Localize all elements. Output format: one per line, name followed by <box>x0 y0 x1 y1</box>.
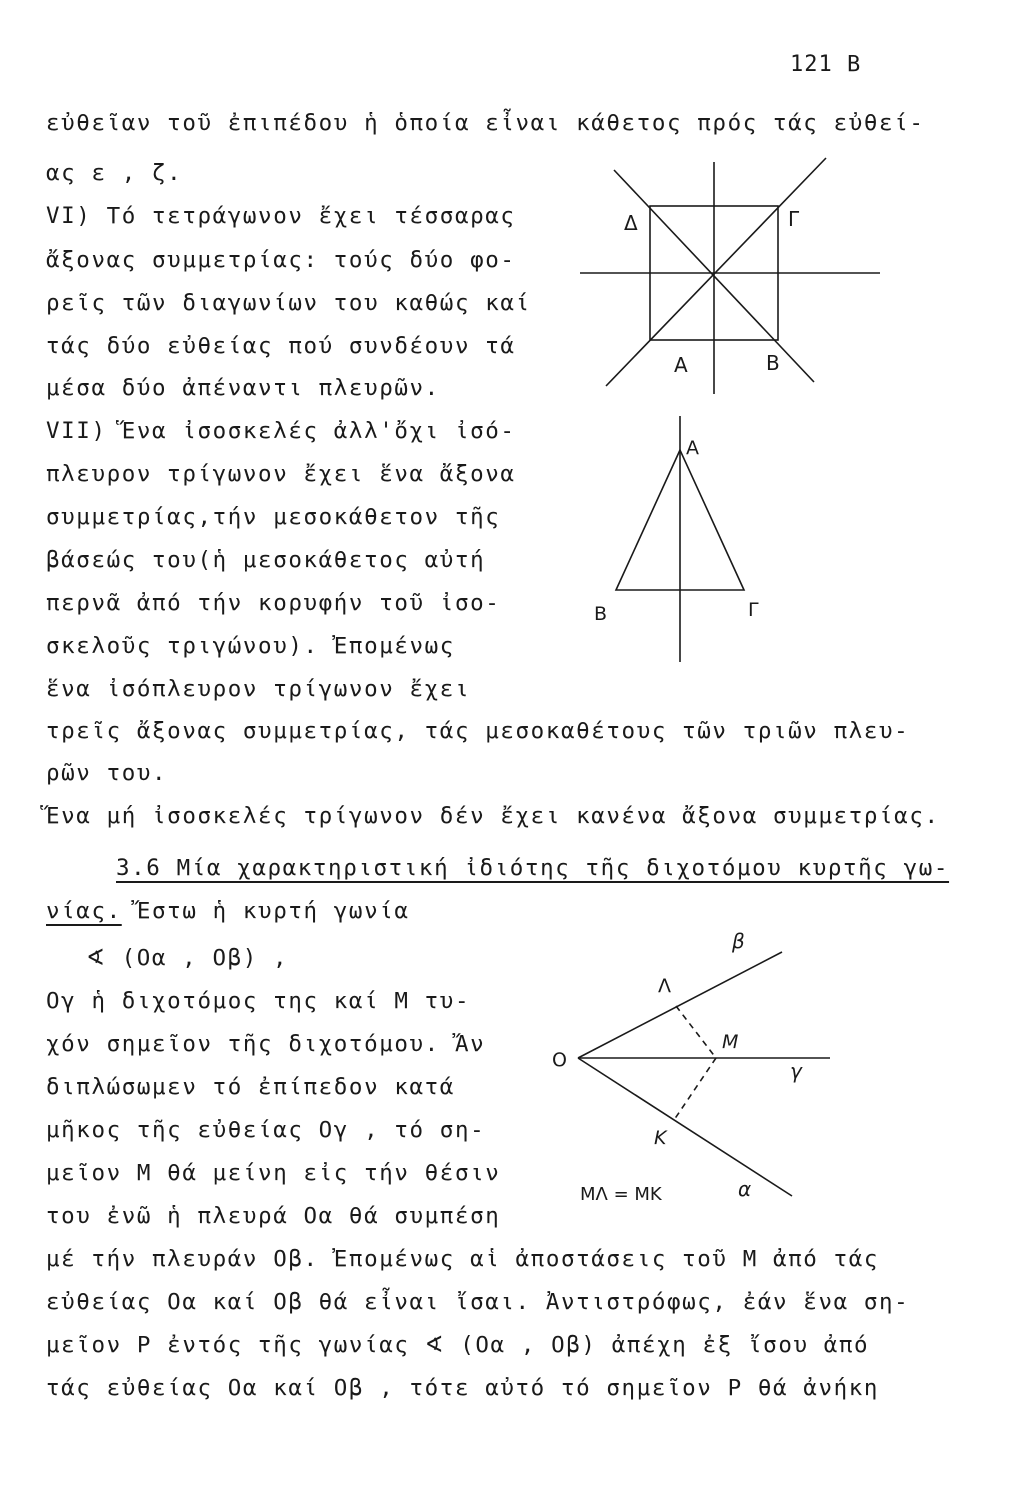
angle-expression: ∢ (Οα , Οβ) , <box>86 945 289 971</box>
text-line: χόν σημεῖον τῆς διχοτόμου. Ἄν <box>46 1031 486 1057</box>
heading-tail: νίας. <box>46 898 122 924</box>
vertex-label: Γ <box>788 207 800 231</box>
text-line: VII) Ἕνα ἰσοσκελές ἀλλ'ὄχι ἰσό- <box>46 418 516 444</box>
ray-label: α <box>738 1177 752 1201</box>
text-line-start <box>46 898 410 924</box>
perpendicular <box>676 1006 716 1058</box>
section-heading: 3.6 Μία χαρακτηριστική ἰδιότης τῆς διχοτόμου κυρτῆς γω- <box>116 855 950 881</box>
text-line: βάσεώς του(ἡ μεσοκάθετος αὐτή <box>46 547 486 573</box>
text-line: περνᾶ ἀπό τήν κορυφήν τοῦ ἰσο- <box>46 590 501 616</box>
vertex-label: Δ <box>624 211 638 235</box>
text-line: ρεῖς τῶν διαγωνίων του καθώς καί <box>46 290 531 316</box>
text-line: τρεῖς ἄξονας συμμετρίας, τάς μεσοκαθέτους τῶν τριῶν πλευ- <box>46 718 910 744</box>
vertex-label: Α <box>686 437 699 459</box>
text-line: μεῖον Ρ ἐντός τῆς γωνίας ∢ (Οα , Οβ) ἀπέχη ἐξ ἴσου ἀπό <box>46 1332 870 1358</box>
text-line: διπλώσωμεν τό ἐπίπεδον κατά <box>46 1074 455 1100</box>
page-number: 121 Β <box>790 52 862 77</box>
text-line: τάς εὐθείας Οα καί Οβ , τότε αὐτό τό σημεῖον Ρ θά ἀνήκη <box>46 1375 880 1401</box>
vertex-label: Β <box>594 603 608 625</box>
point-label: Κ <box>654 1127 667 1149</box>
text-line: ἕνα ἰσόπλευρον τρίγωνον ἔχει <box>46 676 471 702</box>
text-line: ρῶν του. <box>46 760 168 786</box>
point-label: Ο <box>552 1049 567 1071</box>
ray-alpha <box>578 1058 792 1196</box>
text-line: τάς δύο εὐθείας πού συνδέουν τά <box>46 333 516 359</box>
square-figure <box>570 150 890 410</box>
text-line: πλευρον τρίγωνον ἔχει ἕνα ἄξονα <box>46 461 516 487</box>
ray-label: γ <box>790 1059 802 1083</box>
text-line: VI) Τό τετράγωνον ἔχει τέσσαρας <box>46 203 516 229</box>
vertex-label: Α <box>674 353 688 377</box>
ray-beta <box>578 952 782 1058</box>
perpendicular <box>674 1058 716 1120</box>
text-line: συμμετρίας,τήν μεσοκάθετον τῆς <box>46 504 501 530</box>
text-line: εὐθείας Οα καί Οβ θά εἶναι ἴσαι. Ἀντιστρόφως, ἐάν ἕνα ση- <box>46 1289 910 1315</box>
text-line: σκελοῦς τριγώνου). Ἐπομένως <box>46 633 455 659</box>
text-line: ἄξονας συμμετρίας: τούς δύο φο- <box>46 247 516 273</box>
triangle-figure <box>580 410 780 670</box>
point-label: Λ <box>658 975 671 997</box>
vertex-label: Β <box>766 351 780 375</box>
vertex-label: Γ <box>748 599 759 621</box>
ray-label: β <box>732 929 745 953</box>
text-line: εὐθεῖαν τοῦ ἐπιπέδου ἡ ὁποία εἶναι κάθετος πρός τάς εὐθεί- <box>46 110 925 136</box>
point-label: Μ <box>722 1031 739 1053</box>
text-span: Ἔστω ἡ κυρτή γωνία <box>121 898 410 924</box>
text-line: του ἐνῶ ἡ πλευρά Οα θά συμπέση <box>46 1203 501 1229</box>
text-line: μέ τήν πλευράν Οβ. Ἐπομένως αἱ ἀποστάσεις τοῦ Μ ἀπό τάς <box>46 1246 880 1272</box>
angle-bisector-figure <box>540 920 840 1210</box>
text-line: μῆκος τῆς εὐθείας Ογ , τό ση- <box>46 1117 486 1143</box>
text-line: μέσα δύο ἀπέναντι πλευρῶν. <box>46 375 440 401</box>
diagonal-axis <box>606 158 826 386</box>
text-line: μεῖον Μ θά μείνη εἰς τήν θέσιν <box>46 1160 501 1186</box>
text-line: Ογ ἡ διχοτόμος της καί Μ τυ- <box>46 988 471 1014</box>
equality-caption: ΜΛ = ΜΚ <box>580 1184 662 1205</box>
text-line: Ἕνα μή ἰσοσκελές τρίγωνον δέν ἔχει κανένα ἄξονα συμμετρίας. <box>46 803 940 829</box>
text-line: ας ε , ζ. <box>46 160 183 186</box>
